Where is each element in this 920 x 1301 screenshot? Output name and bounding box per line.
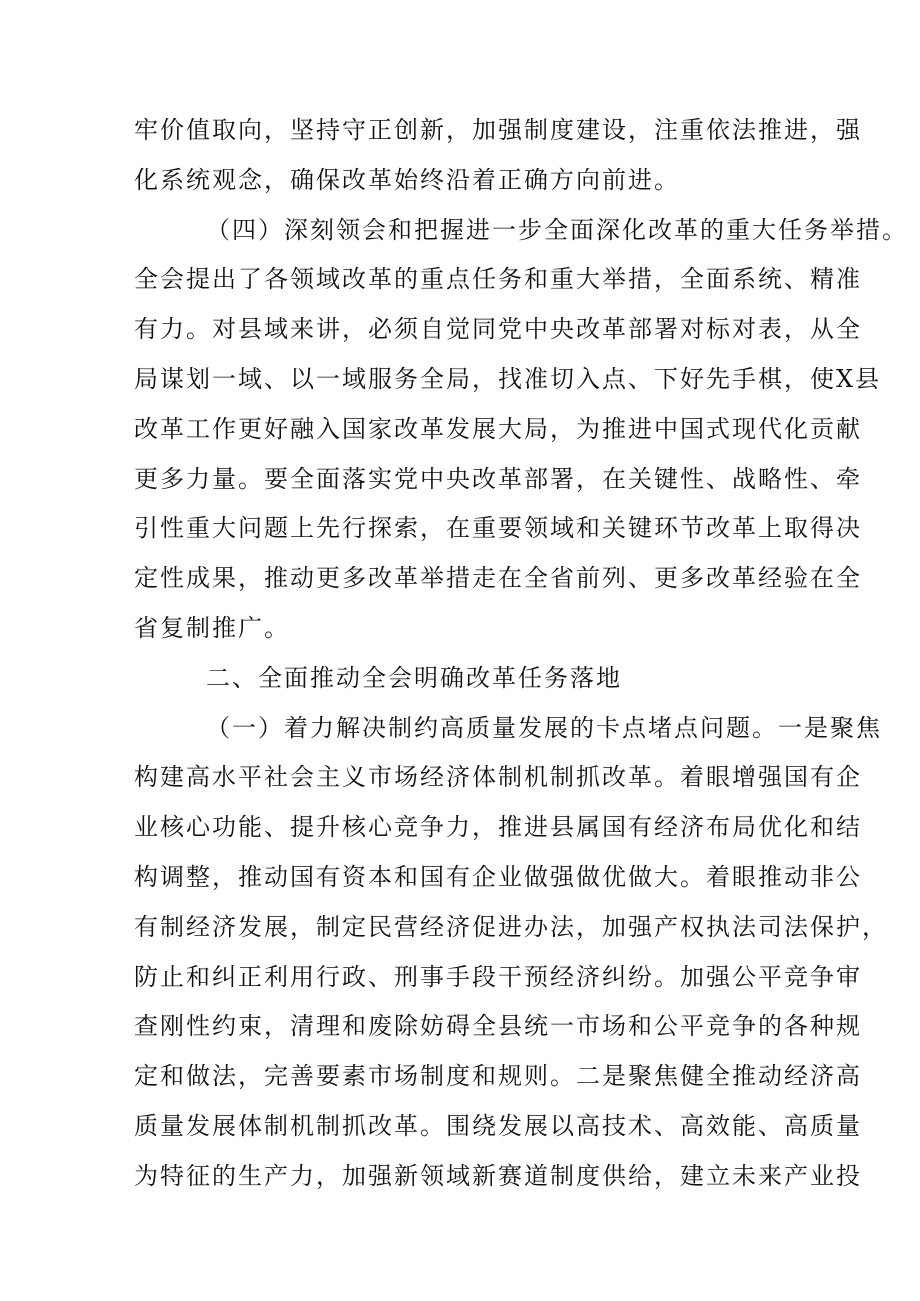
text-line: （一）着力解决制约高质量发展的卡点堵点问题。一是聚焦 xyxy=(206,713,882,742)
text-line: 业核心功能、提升核心竞争力，推进县属国有经济布局优化和结 xyxy=(134,813,862,842)
text-line: 二、全面推动全会明确改革任务落地 xyxy=(206,663,622,692)
text-line: 防止和纠正利用行政、刑事手段干预经济纠纷。加强公平竞争审 xyxy=(134,962,862,991)
text-line: （四）深刻领会和把握进一步全面深化改革的重大任务举措。 xyxy=(206,215,908,244)
text-line: 局谋划一域、以一域服务全局，找准切入点、下好先手棋，使X县 xyxy=(134,364,882,393)
document-body xyxy=(134,106,908,1202)
text-line: 构调整，推动国有资本和国有企业做强做优做大。着眼推动非公 xyxy=(134,862,862,891)
text-line: 引性重大问题上先行探索，在重要领域和关键环节改革上取得决 xyxy=(134,514,862,543)
text-line: 有力。对县域来讲，必须自觉同党中央改革部署对标对表，从全 xyxy=(134,315,862,344)
text-line: 质量发展体制机制抓改革。围绕发展以高技术、高效能、高质量 xyxy=(134,1111,862,1140)
paragraph-reform-tasks xyxy=(134,206,908,654)
section-heading xyxy=(134,654,794,704)
text-line: 省复制推广。 xyxy=(134,613,290,642)
paragraph-value-orientation xyxy=(134,106,862,206)
text-line: 为特征的生产力，加强新领域新赛道制度供给，建立未来产业投 xyxy=(134,1161,862,1190)
text-line: 牢价值取向，坚持守正创新，加强制度建设，注重依法推进，强 xyxy=(134,116,862,144)
text-line: 构建高水平社会主义市场经济体制机制抓改革。着眼增强国有企 xyxy=(134,763,862,792)
text-line: 有制经济发展，制定民营经济促进办法，加强产权执法司法保护， xyxy=(134,912,888,941)
text-line: 更多力量。要全面落实党中央改革部署，在关键性、战略性、牵 xyxy=(134,464,862,493)
text-line: 查刚性约束，清理和废除妨碍全县统一市场和公平竞争的各种规 xyxy=(134,1012,862,1041)
text-line: 化系统观念，确保改革始终沿着正确方向前进。 xyxy=(134,165,680,194)
paragraph-bottlenecks xyxy=(134,704,888,1202)
text-line: 全会提出了各领域改革的重点任务和重大举措，全面系统、精准 xyxy=(134,265,862,294)
text-line: 定和做法，完善要素市场制度和规则。二是聚焦健全推动经济高 xyxy=(134,1062,862,1091)
text-line: 定性成果，推动更多改革举措走在全省前列、更多改革经验在全 xyxy=(134,564,862,593)
text-line: 改革工作更好融入国家改革发展大局，为推进中国式现代化贡献 xyxy=(134,414,862,443)
